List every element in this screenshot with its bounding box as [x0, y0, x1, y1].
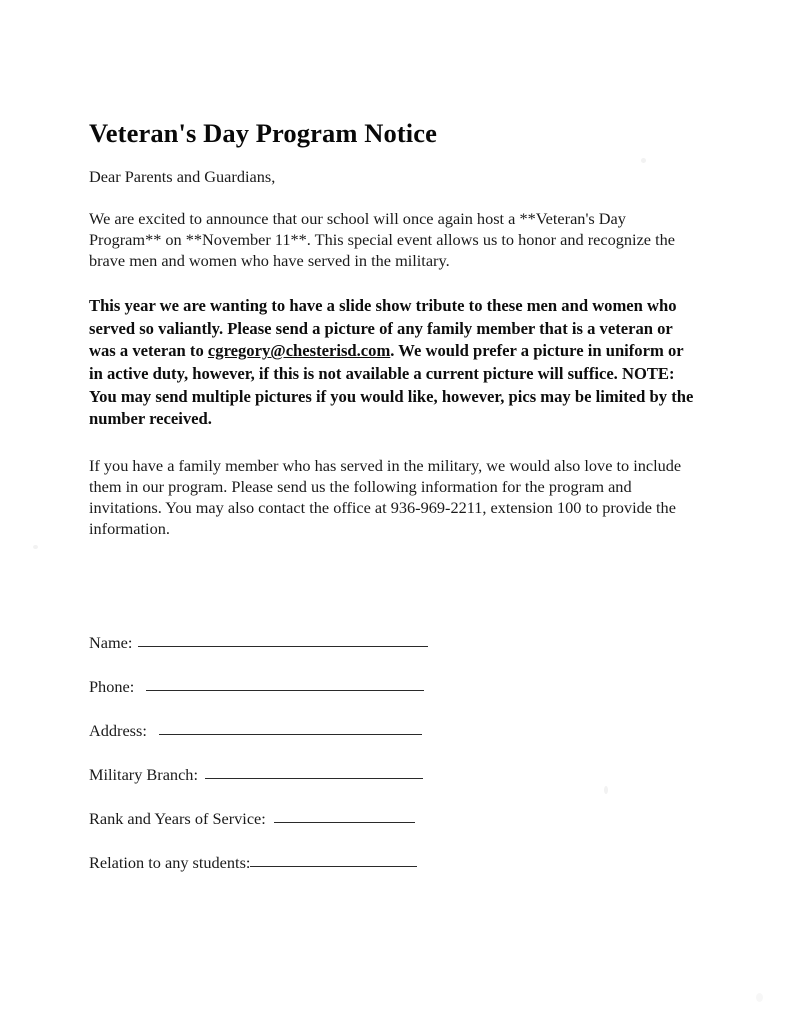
- slideshow-text-after-email: . We would prefer a picture in uniform or in active duty, however, if this is not available a current picture will suffice. NOTE: You may send multiple pictures if you would like, however, pics may be limited by the number received.: [89, 341, 694, 429]
- form-input-military-branch[interactable]: [205, 778, 423, 779]
- paragraph-intro: We are excited to announce that our school will once again host a **Veteran's Day Program** on **November 11**. This special event allows us to honor and recognize the brave men and women who have served in the military.: [89, 209, 675, 271]
- scan-artifact: [33, 545, 38, 549]
- form-label-relation: Relation to any students:: [89, 853, 251, 873]
- form-row-rank-years: [89, 809, 509, 829]
- paragraph-slideshow-request: [89, 295, 701, 431]
- form-input-name[interactable]: [138, 646, 428, 647]
- form-row-military-branch: [89, 765, 509, 785]
- form-row-address: [89, 721, 509, 741]
- scan-artifact: [756, 993, 763, 1002]
- document-body: [89, 118, 701, 563]
- form-label-military-branch: Military Branch:: [89, 765, 198, 785]
- form-label-name: Name:: [89, 633, 133, 652]
- information-form: [89, 633, 509, 897]
- form-row-name: [89, 633, 509, 653]
- email-link[interactable]: cgregory@chesterisd.com: [207, 341, 391, 361]
- form-input-address[interactable]: [159, 734, 422, 735]
- paragraph-program-invitation: If you have a family member who has served in the military, we would also love to include them in our program. Please send us the following information for the program and invitations. You may also contact the office at 936-969-2211, extension 100 to provide the information.: [89, 456, 682, 538]
- form-input-rank-years[interactable]: [274, 822, 415, 823]
- form-row-phone: [89, 677, 509, 697]
- salutation-line: Dear Parents and Guardians,: [89, 166, 276, 186]
- form-input-relation[interactable]: [250, 866, 417, 867]
- slideshow-text-before-email: This year we are wanting to have a slide show tribute to these men and women who served so valiantly. Please send a picture of any family member that is a veteran or was a veteran to: [89, 295, 677, 361]
- form-row-relation: [89, 853, 509, 873]
- scan-artifact: [604, 786, 608, 794]
- form-label-rank-years: Rank and Years of Service:: [89, 809, 266, 829]
- form-input-phone[interactable]: [146, 690, 424, 691]
- form-label-address: Address:: [89, 721, 147, 741]
- page-title: Veteran's Day Program Notice: [89, 118, 437, 148]
- form-label-phone: Phone:: [89, 677, 135, 697]
